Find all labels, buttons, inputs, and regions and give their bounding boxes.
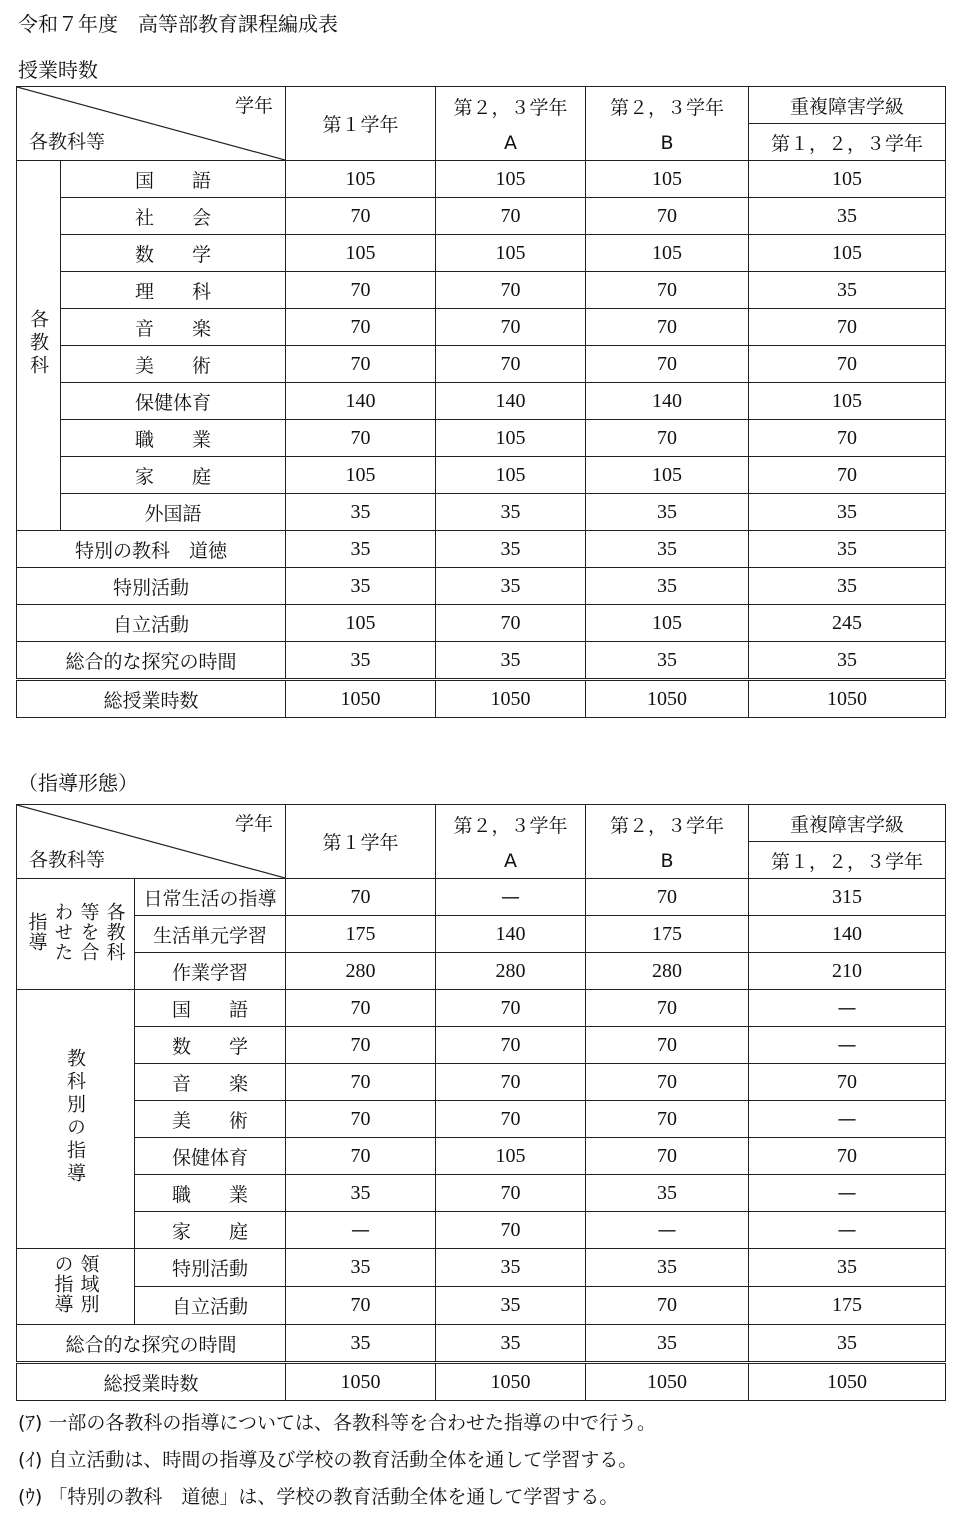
value-cell: 70: [286, 990, 436, 1027]
instruction-form-table: [16, 804, 946, 1401]
value-cell: 35: [286, 1175, 436, 1212]
value-cell: 1050: [749, 1363, 946, 1401]
table-row: [17, 346, 946, 383]
header-subjects-label: 各教科等: [29, 849, 106, 871]
header-subjects-label: 各教科等: [29, 131, 106, 153]
value-cell: 1050: [749, 680, 946, 718]
table-row: [17, 916, 946, 953]
table-row: [17, 1064, 946, 1101]
row-label: 総合的な探究の時間: [17, 1325, 286, 1363]
col-header-grade23a: [436, 805, 586, 879]
value-cell: 105: [586, 235, 749, 272]
value-cell: 70: [436, 1101, 586, 1138]
value-cell: 105: [749, 235, 946, 272]
value-cell: 105: [286, 605, 436, 642]
row-label: 国 語: [61, 161, 286, 198]
header-grade-label: 学年: [234, 813, 273, 835]
col-header-text: A: [504, 132, 517, 154]
row-label: 日常生活の指導: [135, 879, 286, 916]
value-cell: 70: [286, 1027, 436, 1064]
value-cell: 35: [436, 494, 586, 531]
value-cell: 70: [436, 1175, 586, 1212]
value-cell: 35: [436, 642, 586, 680]
value-cell: 70: [286, 346, 436, 383]
value-cell: 105: [586, 457, 749, 494]
value-cell: 35: [586, 1175, 749, 1212]
col-header-multiple-disability: 重複障害学級: [749, 805, 946, 842]
value-cell: 70: [436, 272, 586, 309]
value-cell: 35: [749, 198, 946, 235]
row-label: 音 楽: [135, 1064, 286, 1101]
value-cell: 70: [586, 198, 749, 235]
value-cell: —: [749, 1212, 946, 1249]
table-row: [17, 1212, 946, 1249]
value-cell: 70: [586, 1064, 749, 1101]
group-label: 各教科: [27, 308, 49, 378]
value-cell: 1050: [436, 1363, 586, 1401]
col-header-text: 第２，３学年: [453, 815, 568, 837]
row-label: 保健体育: [61, 383, 286, 420]
value-cell: 105: [586, 161, 749, 198]
row-label: 国 語: [135, 990, 286, 1027]
table-row: [17, 1101, 946, 1138]
col-header-text: A: [504, 850, 517, 872]
value-cell: 35: [749, 1249, 946, 1287]
col-header-grade1: 第１学年: [286, 87, 436, 161]
value-cell: 70: [436, 1064, 586, 1101]
table-row: [17, 879, 946, 916]
row-label: 自立活動: [135, 1287, 286, 1325]
value-cell: 70: [749, 309, 946, 346]
header-diagonal-cell: [17, 87, 286, 161]
value-cell: 70: [586, 879, 749, 916]
value-cell: 140: [286, 383, 436, 420]
value-cell: 1050: [436, 680, 586, 718]
hours-table: [16, 86, 946, 718]
group-label: 各教科等を合わせた指導: [25, 901, 126, 962]
value-cell: 70: [749, 420, 946, 457]
value-cell: 70: [436, 990, 586, 1027]
row-label: 数 学: [135, 1027, 286, 1064]
value-cell: 1050: [286, 680, 436, 718]
value-cell: 245: [749, 605, 946, 642]
value-cell: 70: [586, 309, 749, 346]
value-cell: —: [749, 1101, 946, 1138]
table-row: [17, 568, 946, 605]
value-cell: —: [586, 1212, 749, 1249]
table-row: [17, 531, 946, 568]
value-cell: 70: [586, 1138, 749, 1175]
value-cell: 35: [749, 568, 946, 605]
value-cell: 70: [286, 309, 436, 346]
table-row: [17, 161, 946, 198]
value-cell: 70: [586, 1027, 749, 1064]
value-cell: 70: [586, 272, 749, 309]
value-cell: 140: [436, 383, 586, 420]
row-label: 職 業: [61, 420, 286, 457]
value-cell: 35: [436, 531, 586, 568]
col-header-multiple-disability-grades: 第１，２，３学年: [749, 842, 946, 879]
value-cell: 105: [586, 605, 749, 642]
value-cell: 35: [436, 1249, 586, 1287]
value-cell: 35: [286, 642, 436, 680]
value-cell: 35: [586, 494, 749, 531]
group-label: 領域別の指導: [51, 1254, 100, 1314]
row-label: 総授業時数: [17, 1363, 286, 1401]
value-cell: 70: [586, 1101, 749, 1138]
col-header-grade23a: [436, 87, 586, 161]
value-cell: 280: [436, 953, 586, 990]
value-cell: 70: [286, 420, 436, 457]
note-item: (ｳ) 「特別の教科 道徳」は、学校の教育活動全体を通して学習する。: [18, 1486, 619, 1508]
row-label: 音 楽: [61, 309, 286, 346]
total-row: [17, 680, 946, 718]
group-label: 教科別の指導: [64, 1047, 86, 1186]
group-label-cell: [17, 879, 135, 990]
value-cell: 35: [749, 494, 946, 531]
value-cell: 105: [436, 420, 586, 457]
value-cell: 35: [749, 531, 946, 568]
value-cell: 70: [436, 309, 586, 346]
table-row: [17, 383, 946, 420]
value-cell: 105: [436, 161, 586, 198]
row-label: 数 学: [61, 235, 286, 272]
table1-caption: 授業時数: [18, 58, 98, 82]
value-cell: 35: [586, 1325, 749, 1363]
table-row: [17, 1138, 946, 1175]
value-cell: 105: [436, 235, 586, 272]
table-row: [17, 235, 946, 272]
value-cell: 70: [286, 1138, 436, 1175]
value-cell: 175: [286, 916, 436, 953]
group-label-cell: [17, 161, 61, 531]
value-cell: —: [749, 1175, 946, 1212]
row-label: 社 会: [61, 198, 286, 235]
row-label: 家 庭: [61, 457, 286, 494]
col-header-grade1: 第１学年: [286, 805, 436, 879]
value-cell: 175: [749, 1287, 946, 1325]
value-cell: —: [749, 990, 946, 1027]
row-label: 美 術: [135, 1101, 286, 1138]
value-cell: 35: [586, 1249, 749, 1287]
value-cell: 70: [286, 1064, 436, 1101]
col-header-grade23b: [586, 805, 749, 879]
value-cell: 70: [436, 1027, 586, 1064]
col-header-text: B: [660, 850, 674, 872]
value-cell: 35: [749, 642, 946, 680]
col-header-text: B: [660, 132, 674, 154]
header-grade-label: 学年: [234, 95, 273, 117]
value-cell: 35: [286, 494, 436, 531]
value-cell: 70: [586, 420, 749, 457]
header-diagonal-cell: [17, 805, 286, 879]
table-row: [17, 420, 946, 457]
col-header-text: 第２，３学年: [609, 97, 724, 119]
value-cell: 35: [436, 1325, 586, 1363]
table-row: [17, 272, 946, 309]
value-cell: 70: [749, 1138, 946, 1175]
table-row: [17, 1287, 946, 1325]
value-cell: 105: [436, 1138, 586, 1175]
value-cell: 35: [286, 1325, 436, 1363]
col-header-grade23b: [586, 87, 749, 161]
row-label: 理 科: [61, 272, 286, 309]
value-cell: 35: [436, 568, 586, 605]
table-row: [17, 990, 946, 1027]
value-cell: 140: [749, 916, 946, 953]
value-cell: 70: [286, 1287, 436, 1325]
row-label: 特別活動: [17, 568, 286, 605]
row-label: 美 術: [61, 346, 286, 383]
value-cell: 105: [749, 383, 946, 420]
row-label: 自立活動: [17, 605, 286, 642]
value-cell: 1050: [586, 680, 749, 718]
total-row: [17, 1363, 946, 1401]
value-cell: 105: [749, 161, 946, 198]
group-label-cell: [17, 1249, 135, 1325]
row-label: 特別の教科 道徳: [17, 531, 286, 568]
value-cell: 70: [436, 605, 586, 642]
col-header-multiple-disability-grades: 第１，２，３学年: [749, 124, 946, 161]
value-cell: 140: [586, 383, 749, 420]
value-cell: 105: [286, 161, 436, 198]
value-cell: —: [286, 1212, 436, 1249]
value-cell: 35: [286, 531, 436, 568]
note-item: (ｲ) 自立活動は、時間の指導及び学校の教育活動全体を通して学習する。: [18, 1449, 638, 1471]
value-cell: 70: [286, 272, 436, 309]
value-cell: 35: [286, 1249, 436, 1287]
value-cell: 35: [749, 272, 946, 309]
table-row: [17, 1027, 946, 1064]
col-header-text: 第２，３学年: [453, 97, 568, 119]
value-cell: 70: [436, 1212, 586, 1249]
document-title: 令和７年度 高等部教育課程編成表: [18, 12, 338, 36]
row-label: 外国語: [61, 494, 286, 531]
col-header-text: 第２，３学年: [609, 815, 724, 837]
row-label: 作業学習: [135, 953, 286, 990]
table-row: [17, 953, 946, 990]
group-label-cell: [17, 990, 135, 1249]
row-label: 特別活動: [135, 1249, 286, 1287]
value-cell: 70: [749, 457, 946, 494]
row-label: 家 庭: [135, 1212, 286, 1249]
value-cell: 70: [586, 346, 749, 383]
value-cell: 105: [436, 457, 586, 494]
table-row: [17, 198, 946, 235]
table-row: [17, 457, 946, 494]
value-cell: —: [436, 879, 586, 916]
value-cell: 70: [286, 1101, 436, 1138]
value-cell: 175: [586, 916, 749, 953]
value-cell: 70: [436, 346, 586, 383]
value-cell: 315: [749, 879, 946, 916]
table-row: [17, 1325, 946, 1363]
table-row: [17, 494, 946, 531]
value-cell: 105: [286, 235, 436, 272]
value-cell: 1050: [586, 1363, 749, 1401]
value-cell: 280: [586, 953, 749, 990]
table-row: [17, 1175, 946, 1212]
table-row: [17, 1249, 946, 1287]
value-cell: 35: [436, 1287, 586, 1325]
row-label: 生活単元学習: [135, 916, 286, 953]
value-cell: 70: [436, 198, 586, 235]
value-cell: 70: [749, 346, 946, 383]
row-label: 保健体育: [135, 1138, 286, 1175]
value-cell: 35: [586, 642, 749, 680]
value-cell: 280: [286, 953, 436, 990]
value-cell: 70: [586, 1287, 749, 1325]
value-cell: 140: [436, 916, 586, 953]
col-header-multiple-disability: 重複障害学級: [749, 87, 946, 124]
table-row: [17, 642, 946, 680]
table-row: [17, 309, 946, 346]
value-cell: 1050: [286, 1363, 436, 1401]
value-cell: 105: [286, 457, 436, 494]
note-item: (ｱ) 一部の各教科の指導については、各教科等を合わせた指導の中で行う。: [18, 1412, 656, 1434]
value-cell: 35: [286, 568, 436, 605]
value-cell: 70: [286, 879, 436, 916]
value-cell: 70: [286, 198, 436, 235]
table2-caption: （指導形態）: [18, 771, 138, 795]
notes: [18, 1405, 656, 1516]
value-cell: 35: [586, 531, 749, 568]
value-cell: 35: [586, 568, 749, 605]
row-label: 職 業: [135, 1175, 286, 1212]
value-cell: 35: [749, 1325, 946, 1363]
value-cell: 70: [749, 1064, 946, 1101]
row-label: 総合的な探究の時間: [17, 642, 286, 680]
table-row: [17, 605, 946, 642]
value-cell: 210: [749, 953, 946, 990]
value-cell: —: [749, 1027, 946, 1064]
value-cell: 70: [586, 990, 749, 1027]
row-label: 総授業時数: [17, 680, 286, 718]
